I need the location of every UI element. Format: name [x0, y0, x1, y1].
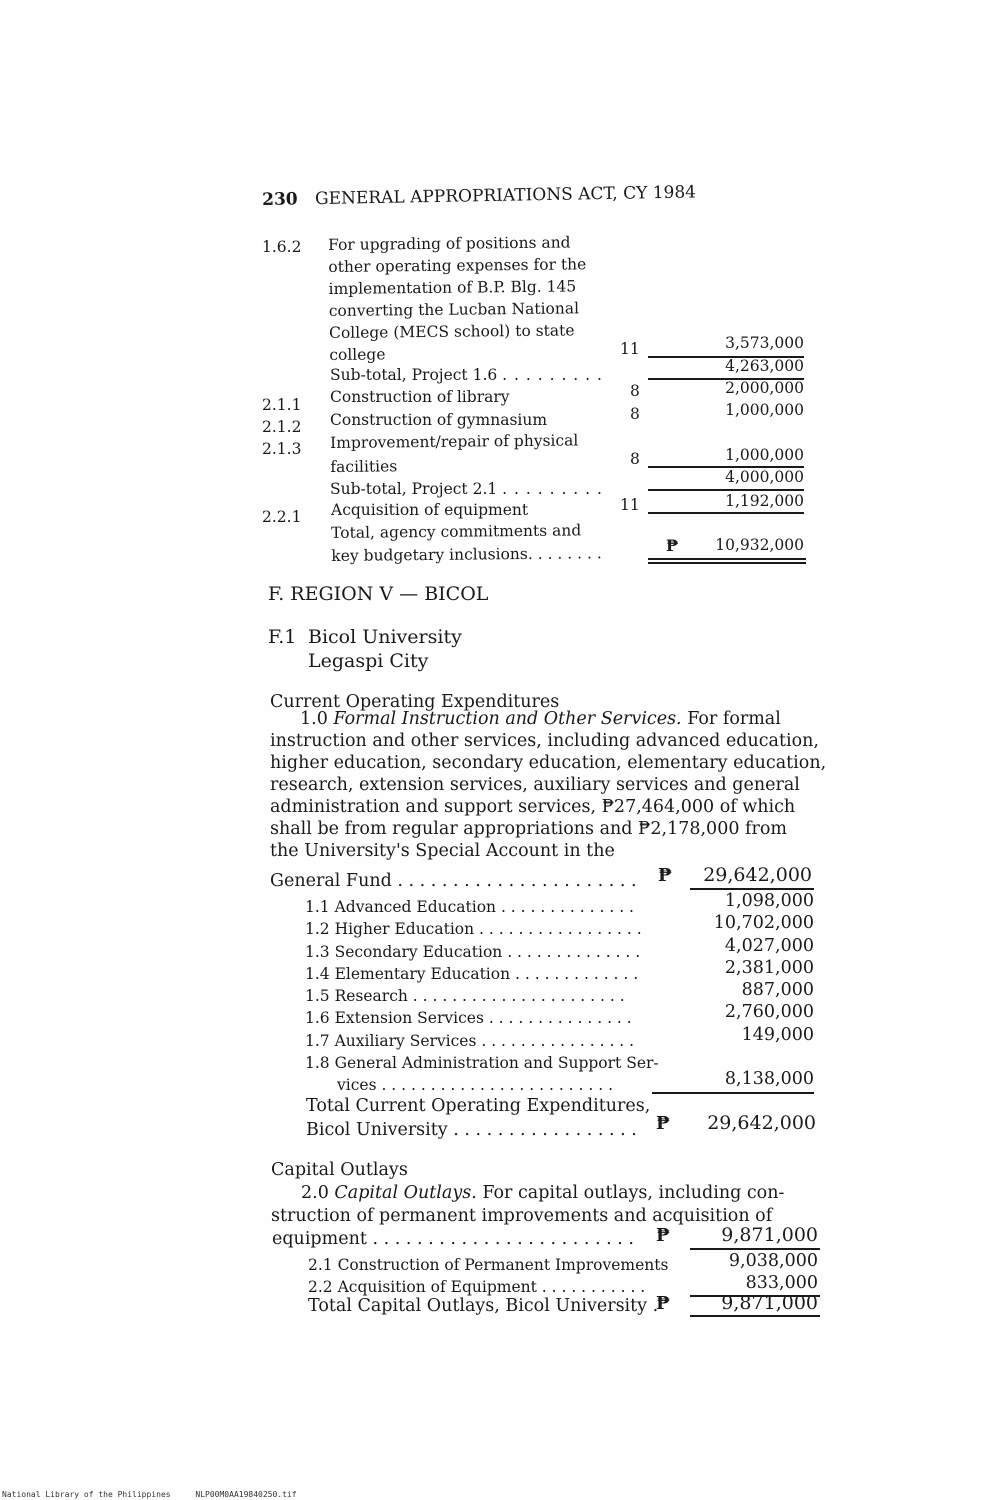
- grand-total-label: Total Capital Outlays, Bicol University .: [308, 1296, 659, 1316]
- total-label: General Fund . . . . . . . . . . . . . . . . . . . . . .: [270, 871, 637, 891]
- amount: 1,000,000: [725, 446, 804, 464]
- item-code: 2.1.2: [262, 418, 302, 436]
- subtotal-text: Sub-total, Project 2.1: [330, 480, 503, 498]
- para-line: shall be from regular appropriations and ₱2,178,000 from: [270, 819, 787, 839]
- line-item-label: 2.1 Construction of Permanent Improvements: [308, 1256, 669, 1274]
- footer-filename: NLP00M0AA19840250.tif: [195, 1490, 297, 1499]
- total-amount: 9,871,000: [721, 1224, 818, 1246]
- line-item-amount: 149,000: [741, 1024, 814, 1045]
- line-item-amount: 4,027,000: [724, 935, 814, 956]
- section-paragraph: [270, 708, 827, 862]
- column-code: 8: [630, 405, 640, 423]
- column-code: 8: [630, 382, 640, 400]
- item-code: 1.6.2: [262, 238, 302, 256]
- line-items: [305, 896, 659, 1097]
- page-title: GENERAL APPROPRIATIONS ACT, CY 1984: [314, 182, 697, 210]
- grand-total-line: Bicol University . . . . . . . . . . . . . . . . .: [306, 1120, 637, 1140]
- grand-total-line: Total Current Operating Expenditures,: [306, 1096, 651, 1116]
- line-item-amounts: [690, 1250, 818, 1294]
- desc-line: College (MECS school) to state: [328, 321, 575, 342]
- desc-line: facilities: [330, 457, 398, 476]
- total-amount: 29,642,000: [703, 864, 812, 886]
- item-label: Construction of gymnasium: [330, 411, 548, 429]
- para-number: 2.0: [301, 1183, 335, 1203]
- total-label: equipment . . . . . . . . . . . . . . . . . . . . . . . .: [272, 1229, 634, 1249]
- desc-line: converting the Lucban National: [328, 299, 580, 320]
- line-item-label: 1.8 General Administration and Support Ser-: [305, 1054, 659, 1073]
- column-code: 8: [630, 450, 640, 468]
- para-italic-lead: Formal Instruction and Other Services.: [333, 709, 682, 729]
- total-amount: 10,932,000: [715, 536, 804, 554]
- currency-symbol: ₱: [656, 1226, 670, 1246]
- page-header: [262, 182, 696, 210]
- line-item-label: 1.3 Secondary Education . . . . . . . . . . . . . .: [305, 942, 641, 961]
- grand-total-label: [306, 1094, 650, 1142]
- subtotal-text: Sub-total, Project 1.6: [330, 366, 503, 384]
- line-item-label: 1.2 Higher Education . . . . . . . . . . . . . . . . .: [305, 920, 642, 939]
- leader-dots: . . . . . . . . .: [502, 480, 603, 498]
- line-item-amounts: [690, 890, 814, 1091]
- rule: [648, 512, 804, 514]
- para-line: higher education, secondary education, elementary education,: [270, 753, 827, 773]
- subtotal-amount: 4,263,000: [725, 357, 804, 375]
- desc-line: implementation of B.P. Blg. 145: [328, 277, 577, 298]
- line-item-label: 1.4 Elementary Education . . . . . . . . . . . . .: [305, 964, 639, 983]
- footer-library: National Library of the Philippines: [2, 1490, 171, 1499]
- grand-total-amount: 9,871,000: [721, 1292, 818, 1314]
- amount: 3,573,000: [725, 334, 804, 352]
- item-label: Acquisition of equipment: [331, 501, 529, 519]
- double-rule-top: [690, 1315, 820, 1317]
- line-item-label: 1.6 Extension Services . . . . . . . . . . . . . . .: [305, 1009, 632, 1028]
- line-item-amount: 9,038,000: [728, 1251, 818, 1271]
- para-line: instruction and other services, including advanced education,: [270, 731, 819, 751]
- para-line: the University's Special Account in the: [270, 841, 615, 861]
- para-italic-lead: Capital Outlays.: [334, 1183, 477, 1203]
- column-code: 11: [620, 340, 640, 358]
- currency-symbol: ₱: [656, 1114, 670, 1134]
- leader-dots: . . . . . . . . .: [502, 366, 603, 384]
- item-label: Construction of library: [330, 388, 510, 406]
- item-code: 2.1.3: [262, 440, 302, 458]
- para-text: For formal: [681, 709, 781, 729]
- subtotal-label: [330, 366, 603, 384]
- line-items: [308, 1254, 668, 1298]
- para-line: research, extension services, auxiliary services and general: [270, 775, 800, 795]
- subtotal-label: [330, 480, 603, 498]
- line-item-label: 2.2 Acquisition of Equipment . . . . . . . . . . .: [308, 1278, 646, 1296]
- amount: 2,000,000: [725, 379, 804, 397]
- currency-symbol: ₱: [656, 1294, 670, 1314]
- rule: [652, 1092, 814, 1094]
- agency-name: Bicol University: [308, 626, 462, 648]
- line-item-label: 1.7 Auxiliary Services . . . . . . . . . . . . . . . .: [305, 1031, 635, 1050]
- line-item-amount: 2,760,000: [724, 1002, 814, 1023]
- agency-code: F.1: [268, 626, 297, 648]
- page-number: 230: [262, 189, 298, 210]
- line-item-amount: 2,381,000: [724, 957, 814, 978]
- para-text: For capital outlays, including con-: [476, 1183, 785, 1203]
- item-code: 2.1.1: [262, 396, 302, 414]
- line-item-label-cont: vices . . . . . . . . . . . . . . . . . . . . . . . .: [337, 1076, 614, 1095]
- subtotal-amount: 4,000,000: [725, 468, 804, 486]
- agency-city: Legaspi City: [308, 650, 429, 672]
- grand-total-amount: 29,642,000: [707, 1112, 816, 1134]
- line-item-amount: 887,000: [741, 980, 814, 1001]
- line-item-label: 1.5 Research . . . . . . . . . . . . . . . . . . . . . .: [305, 987, 625, 1006]
- double-rule-bottom: [648, 562, 806, 564]
- para-line: struction of permanent improvements and acquisition of: [271, 1206, 773, 1226]
- line-item-amount: 10,702,000: [713, 913, 814, 934]
- scan-footer: [2, 1490, 297, 1499]
- item-code: 2.2.1: [262, 508, 302, 526]
- para-number: 1.0: [300, 709, 334, 729]
- region-heading: F. REGION V — BICOL: [268, 583, 489, 605]
- section-heading: Current Operating Expenditures: [270, 692, 560, 712]
- desc-line: Improvement/repair of physical: [330, 431, 579, 452]
- column-code: 11: [620, 496, 640, 514]
- para-line: [301, 1183, 784, 1203]
- item-description: [330, 428, 579, 479]
- rule: [648, 489, 804, 491]
- amount: 1,192,000: [725, 492, 804, 510]
- currency-symbol: ₱: [666, 536, 679, 555]
- total-line: Total, agency commitments and: [331, 521, 582, 542]
- currency-symbol: ₱: [658, 866, 672, 886]
- para-line: administration and support services, ₱27,464,000 of which: [270, 797, 796, 817]
- total-line: key budgetary inclusions. . . . . . . .: [331, 544, 602, 565]
- desc-line: For upgrading of positions and: [328, 233, 571, 254]
- line-item-amount: 1,098,000: [724, 891, 814, 911]
- item-description: [328, 231, 587, 366]
- line-item-amount: 833,000: [745, 1273, 818, 1293]
- total-label: [331, 519, 602, 568]
- section-heading: Capital Outlays: [271, 1160, 408, 1180]
- desc-line: other operating expenses for the: [328, 255, 587, 276]
- double-rule-top: [648, 558, 806, 560]
- amount: 1,000,000: [725, 401, 804, 419]
- desc-line: college: [329, 345, 386, 364]
- line-item-amount: 8,138,000: [724, 1069, 814, 1090]
- line-item-label: 1.1 Advanced Education . . . . . . . . . . . . . .: [305, 898, 634, 916]
